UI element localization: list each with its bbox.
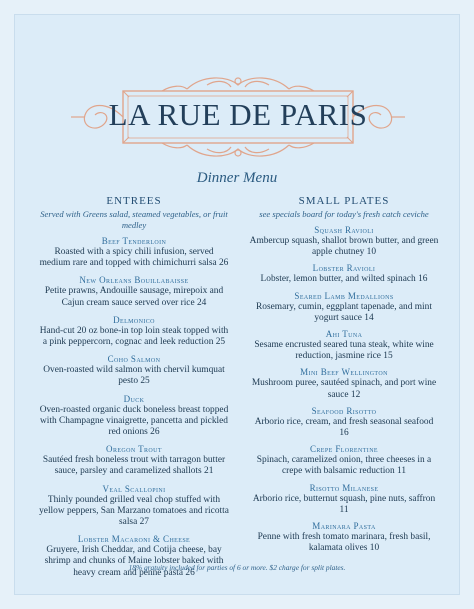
menu-item bbox=[249, 225, 439, 258]
entrees-heading: ENTREES bbox=[106, 195, 162, 207]
menu-item bbox=[39, 484, 229, 529]
gratuity-note: 18% gratuity included for parties of 6 or more. $2 charge for split plates. bbox=[128, 563, 346, 572]
menu-subtitle: Dinner Menu bbox=[196, 170, 278, 186]
item-description: Oven-roasted organic duck boneless breast topped with Champagne vinaigrette, pancetta and pickled red onions 26 bbox=[39, 404, 229, 438]
item-description: Hand-cut 20 oz bone-in top loin steak topped with a pink peppercorn, cognac and leek reduction 25 bbox=[39, 325, 229, 348]
entrees-note: Served with Greens salad, steamed vegetables, or fruit medley bbox=[40, 209, 228, 230]
item-description: Arborio rice, butternut squash, pine nuts, saffron 11 bbox=[252, 493, 436, 515]
item-description: Mushroom puree, sautéed spinach, and port wine sauce 12 bbox=[251, 378, 437, 400]
item-description: Thinly pounded grilled veal chop stuffed with yellow peppers, San Marzano tomatoes and ricotta salsa 27 bbox=[39, 494, 229, 528]
menu-item bbox=[39, 236, 229, 269]
menu-item bbox=[249, 263, 439, 285]
item-name: New Orleans Bouillabaisse bbox=[79, 275, 189, 286]
item-description: Arborio rice, cream, and fresh seasonal seafood 16 bbox=[254, 416, 434, 439]
item-description: Sautéed fresh boneless trout with tarragon butter sauce, parsley and caramelized shallots 21 bbox=[42, 455, 226, 477]
menu-page bbox=[14, 14, 460, 595]
item-name: Ahi Tuna bbox=[325, 329, 363, 340]
item-description: Ambercup squash, shallot brown butter, and green apple chutney 10 bbox=[249, 236, 439, 258]
item-description: Lobster, lemon butter, and wilted spinach 16 bbox=[260, 274, 428, 285]
menu-item bbox=[249, 406, 439, 439]
item-name: Delmonico bbox=[113, 314, 155, 325]
item-name: Oregon Trout bbox=[106, 444, 162, 455]
small-plates-note: see specials board for today's fresh catch ceviche bbox=[259, 209, 429, 219]
menu-item bbox=[249, 329, 439, 362]
item-description: Gruyere, Irish Cheddar, and Cotija cheese, bay shrimp and chunks of Maine lobster baked with heavy cream and penne pasta 26 bbox=[44, 545, 224, 578]
item-description: Spinach, caramelized onion, three cheeses in a crepe with balsamic reduction 11 bbox=[256, 455, 432, 477]
menu-item bbox=[39, 354, 229, 387]
menu-item bbox=[249, 291, 439, 324]
item-description: Roasted with a spicy chili infusion, served medium rare and topped with chimichurri salsa 26 bbox=[39, 247, 229, 269]
item-name: Mini Beef Wellington bbox=[300, 367, 388, 378]
item-name: Beef Tenderloin bbox=[101, 236, 167, 246]
item-name: Duck bbox=[123, 393, 145, 404]
restaurant-title: LA RUE DE PARIS bbox=[108, 97, 368, 132]
menu-item bbox=[39, 315, 229, 348]
item-description: Penne with fresh tomato marinara, fresh basil, kalamata olives 10 bbox=[257, 532, 431, 554]
item-name: Marinara Pasta bbox=[312, 521, 376, 532]
small-plates-heading: SMALL PLATES bbox=[298, 195, 390, 207]
item-description: Oven-roasted wild salmon with chervil kumquat pesto 25 bbox=[43, 365, 225, 387]
menu-item bbox=[39, 275, 229, 308]
item-name: Squash Ravioli bbox=[314, 225, 374, 235]
item-description: Sesame encrusted seared tuna steak, white wine reduction, jasmine rice 15 bbox=[254, 340, 434, 362]
item-name: Lobster Ravioli bbox=[312, 263, 376, 274]
menu-item bbox=[249, 444, 439, 477]
menu-item bbox=[39, 444, 229, 477]
entrees-column bbox=[39, 195, 229, 585]
item-name: Seared Lamb Medallions bbox=[294, 290, 394, 301]
item-name: Seafood Risotto bbox=[311, 405, 377, 416]
item-name: Crepe Florentine bbox=[310, 444, 378, 455]
menu-item bbox=[39, 394, 229, 439]
item-name: Risotto Milanese bbox=[309, 482, 379, 493]
item-description: Petite prawns, Andouille sausage, mirepoix and Cajun cream sauce served over rice 24 bbox=[44, 286, 224, 308]
item-description: Rosemary, cumin, eggplant tapenade, and mint yogurt sauce 14 bbox=[256, 301, 432, 323]
menu-item bbox=[249, 521, 439, 554]
item-name: Veal Scallopini bbox=[102, 483, 166, 494]
small-plates-column bbox=[249, 195, 439, 559]
item-name: Coho Salmon bbox=[107, 354, 161, 365]
item-name: Lobster Macaroni & Cheese bbox=[77, 534, 191, 545]
menu-item bbox=[249, 483, 439, 516]
menu-item bbox=[39, 534, 229, 579]
title-banner bbox=[67, 71, 409, 163]
menu-item bbox=[249, 367, 439, 400]
